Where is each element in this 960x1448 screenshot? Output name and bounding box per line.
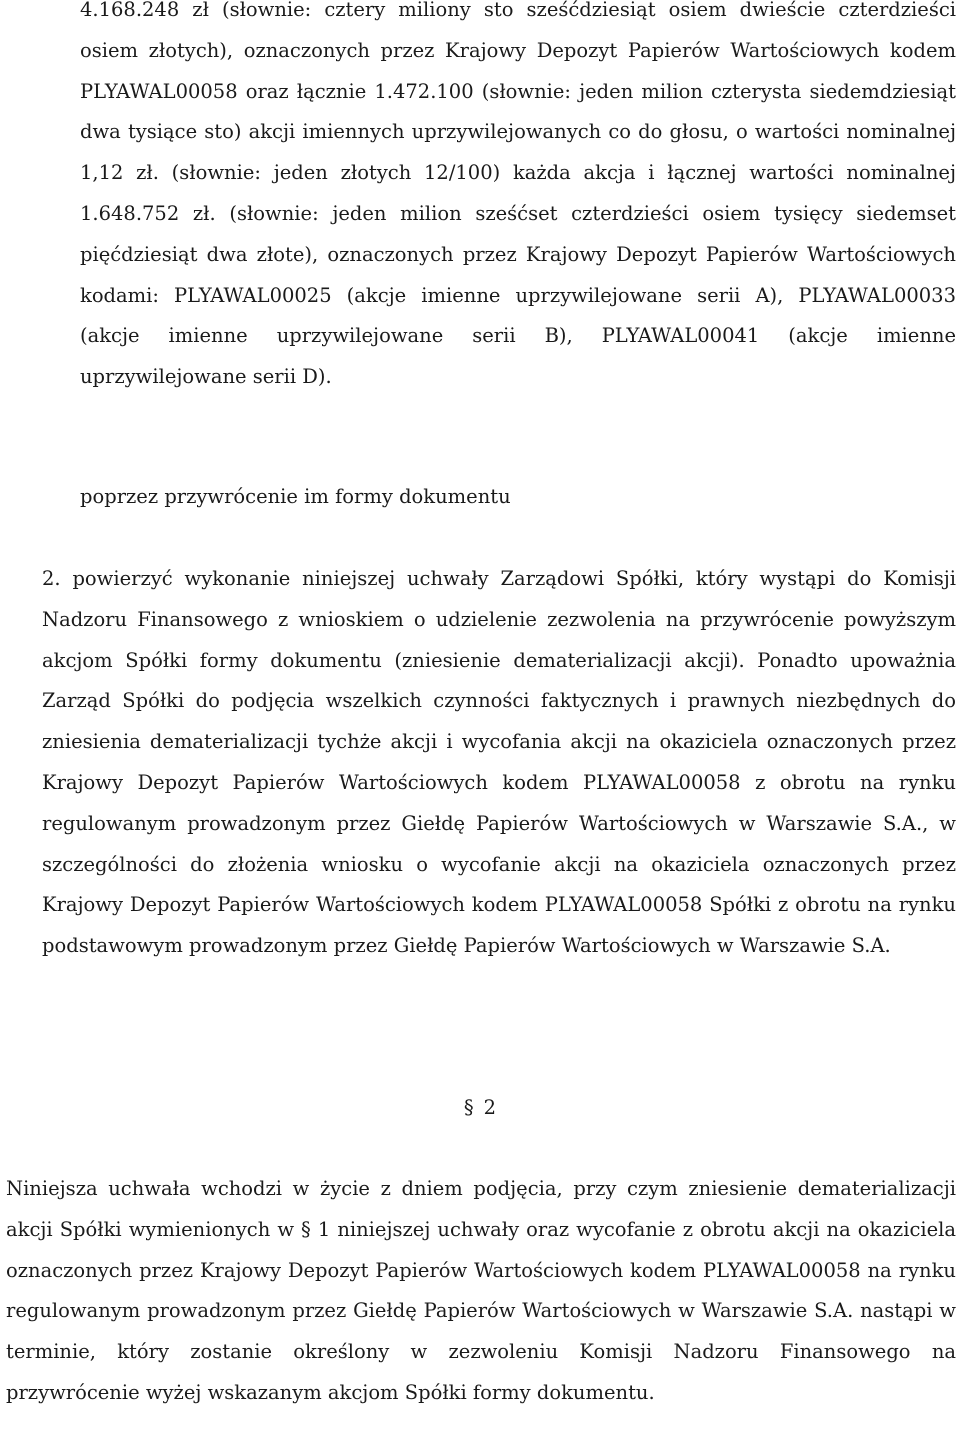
paragraph-effective-date: Niniejsza uchwała wchodzi w życie z dniem podjęcia, przy czym zniesienie dematerializacji akcji Spółki wymienionych w § 1 niniejszej uchwały oraz wycofanie z obrotu akcji na okaziciela oznaczonych przez Krajowy Depozyt Papierów Wartościowych kodem PLYAWAL00058 na rynku regulowanym prowadzonym przez Giełdę Papierów Wartościowych w Warszawie S.A. nastąpi w terminie, który zostanie określony w zezwoleniu Komisji Nadzoru Finansowego na przywrócenie wyżej wskazanym akcjom Spółki formy dokumentu.	[6, 1177, 956, 1404]
paragraph-restoration-note: poprzez przywrócenie im formy dokumentu	[80, 485, 511, 508]
section-number: 2	[483, 1096, 497, 1119]
item-text: powierzyć wykonanie niniejszej uchwały Zarządowi Spółki, który wystąpi do Komisji Nadzoru Finansowego z wnioskiem o udzielenie zezwolenia na przywrócenie powyższym akcjom Spółki formy dokumentu (zniesienie dematerializacji akcji). Ponadto upoważnia Zarząd Spółki do podjęcia wszelkich czynności faktycznych i prawnych niezbędnych do zniesienia dematerializacji tychże akcji i wycofania akcji na okaziciela oznaczonych przez Krajowy Depozyt Papierów Wartościowych kodem PLYAWAL00058 z obrotu na rynku regulowanym prowadzonym przez Giełdę Papierów Wartościowych w Warszawie S.A., w szczególności do złożenia wniosku o wycofanie akcji na okaziciela oznaczonych przez Krajowy Depozyt Papierów Wartościowych kodem PLYAWAL00058 Spółki z obrotu na rynku podstawowym prowadzonym przez Giełdę Papierów Wartościowych w Warszawie S.A.	[42, 567, 957, 958]
paragraph-shares-description: 4.168.248 zł (słownie: cztery miliony sto sześćdziesiąt osiem dwieście czterdzieści osiem złotych), oznaczonych przez Krajowy Depozyt Papierów Wartościowych kodem PLYAWAL00058 oraz łącznie 1.472.100 (słownie: jeden milion czterysta siedemdziesiąt dwa tysiące sto) akcji imiennych uprzywilejowanych co do głosu, o wartości nominalnej 1,12 zł. (słownie: jeden złotych 12/100) każda akcja i łącznej wartości nominalnej 1.648.752 zł. (słownie: jeden milion sześćset czterdzieści osiem tysięcy siedemset pięćdziesiąt dwa złote), oznaczonych przez Krajowy Depozyt Papierów Wartościowych kodami: PLYAWAL00025 (akcje imienne uprzywilejowane serii A), PLYAWAL00033 (akcje imienne uprzywilejowane serii B), PLYAWAL00041 (akcje imienne uprzywilejowane serii D).	[80, 0, 956, 389]
item-number: 2.	[42, 567, 61, 590]
section-heading	[0, 1088, 960, 1128]
section-mark: §	[463, 1096, 474, 1119]
resolution-item-2	[42, 559, 956, 967]
